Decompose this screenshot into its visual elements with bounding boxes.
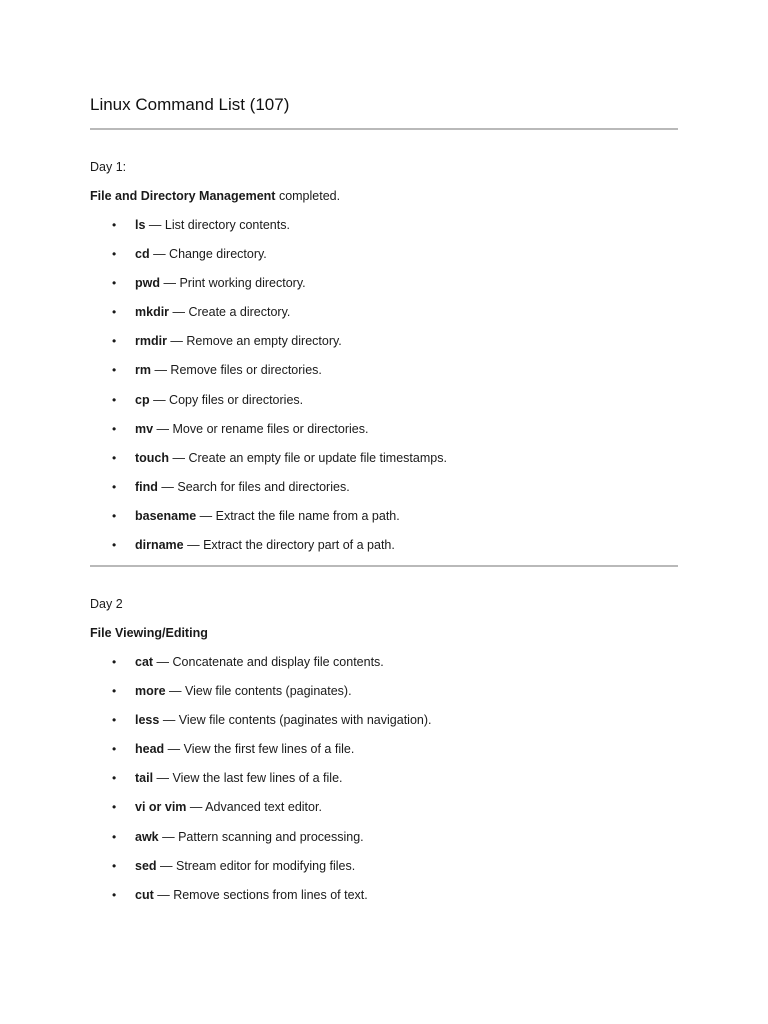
command-description: — View the first few lines of a file. — [164, 742, 355, 757]
command-item — [90, 418, 678, 447]
command-item — [90, 301, 678, 330]
command-description: — Extract the file name from a path. — [196, 508, 400, 523]
command-item — [90, 243, 678, 272]
bullet-icon: • — [112, 887, 117, 902]
section-day-2 — [90, 593, 678, 913]
command-name: basename — [135, 508, 197, 523]
command-item — [90, 884, 678, 913]
section-heading — [90, 622, 678, 651]
bullet-icon: • — [112, 829, 117, 844]
day-label: Day 2 — [90, 597, 123, 611]
command-description: — Create an empty file or update file timestamps. — [169, 450, 447, 465]
command-name: pwd — [135, 276, 160, 291]
command-description: — Extract the directory part of a path. — [183, 538, 395, 553]
command-name: find — [135, 479, 158, 494]
command-item — [90, 709, 678, 738]
command-description: — List directory contents. — [145, 218, 290, 232]
command-description: — Concatenate and display file contents. — [153, 655, 384, 669]
command-description: — Create a directory. — [169, 305, 291, 320]
command-name: cat — [135, 655, 154, 669]
command-name: cut — [135, 887, 154, 902]
bullet-icon: • — [112, 479, 117, 494]
section-heading — [90, 185, 678, 214]
bullet-icon: • — [112, 276, 117, 291]
command-item — [90, 796, 678, 825]
command-description: — Search for files and directories. — [157, 479, 350, 494]
command-item — [90, 534, 678, 563]
command-name: mkdir — [135, 305, 170, 320]
command-item — [90, 447, 678, 476]
section-heading-bold: File Viewing/Editing — [90, 626, 208, 640]
command-item — [90, 389, 678, 418]
bullet-icon: • — [112, 800, 117, 815]
section-heading-rest: completed. — [275, 189, 341, 203]
command-name: mv — [135, 421, 154, 436]
command-name: vi or vim — [135, 800, 187, 815]
command-item — [90, 505, 678, 534]
command-name: sed — [135, 858, 157, 873]
command-name: less — [135, 713, 160, 728]
command-item — [90, 738, 678, 767]
bullet-icon: • — [112, 305, 117, 320]
bullet-icon: • — [112, 247, 117, 262]
command-name: rmdir — [135, 334, 167, 349]
section-divider — [90, 565, 678, 567]
section-heading-bold: File and Directory Management — [90, 189, 276, 203]
command-name: head — [135, 742, 165, 757]
command-name: more — [135, 684, 166, 699]
command-description: — Stream editor for modifying files. — [156, 858, 356, 873]
command-description: — Copy files or directories. — [149, 392, 304, 407]
bullet-icon: • — [112, 334, 117, 349]
command-description: — View file contents (paginates). — [165, 684, 352, 699]
bullet-icon: • — [112, 538, 117, 553]
section-day-1 — [90, 156, 678, 563]
bullet-icon: • — [112, 363, 117, 378]
bullet-icon: • — [112, 508, 117, 523]
command-description: — Remove files or directories. — [150, 363, 322, 378]
command-item — [90, 855, 678, 884]
command-item — [90, 272, 678, 301]
day-label: Day 1: — [90, 160, 127, 174]
command-item — [90, 826, 678, 855]
command-list — [90, 214, 678, 563]
command-item — [90, 651, 678, 680]
bullet-icon: • — [112, 742, 117, 757]
command-name: ls — [135, 218, 146, 232]
command-name: awk — [135, 829, 159, 844]
bullet-icon: • — [112, 858, 117, 873]
command-name: tail — [135, 771, 154, 786]
command-description: — Remove sections from lines of text. — [153, 887, 368, 902]
bullet-icon: • — [112, 392, 117, 407]
command-name: touch — [135, 450, 170, 465]
command-item — [90, 359, 678, 388]
command-description: — View the last few lines of a file. — [153, 771, 343, 786]
command-list — [90, 651, 678, 913]
bullet-icon: • — [112, 218, 117, 232]
command-description: — Pattern scanning and processing. — [158, 829, 364, 844]
command-item — [90, 476, 678, 505]
bullet-icon: • — [112, 655, 117, 669]
command-item — [90, 680, 678, 709]
page-title: Linux Command List (107) — [90, 95, 290, 114]
command-description: — Remove an empty directory. — [166, 334, 342, 349]
command-description: — Move or rename files or directories. — [153, 421, 369, 436]
command-description: — View file contents (paginates with navigation). — [159, 713, 432, 728]
bullet-icon: • — [112, 713, 117, 728]
command-description: — Advanced text editor. — [186, 800, 322, 815]
bullet-icon: • — [112, 771, 117, 786]
command-name: dirname — [135, 538, 184, 553]
bullet-icon: • — [112, 450, 117, 465]
title-divider — [90, 128, 678, 130]
command-description: — Print working directory. — [160, 276, 306, 291]
command-item — [90, 330, 678, 359]
bullet-icon: • — [112, 421, 117, 436]
bullet-icon: • — [112, 684, 117, 699]
command-name: cd — [135, 247, 150, 262]
command-description: — Change directory. — [149, 247, 267, 262]
command-item — [90, 767, 678, 796]
command-name: rm — [135, 363, 151, 378]
command-name: cp — [135, 392, 150, 407]
command-item — [90, 214, 678, 243]
